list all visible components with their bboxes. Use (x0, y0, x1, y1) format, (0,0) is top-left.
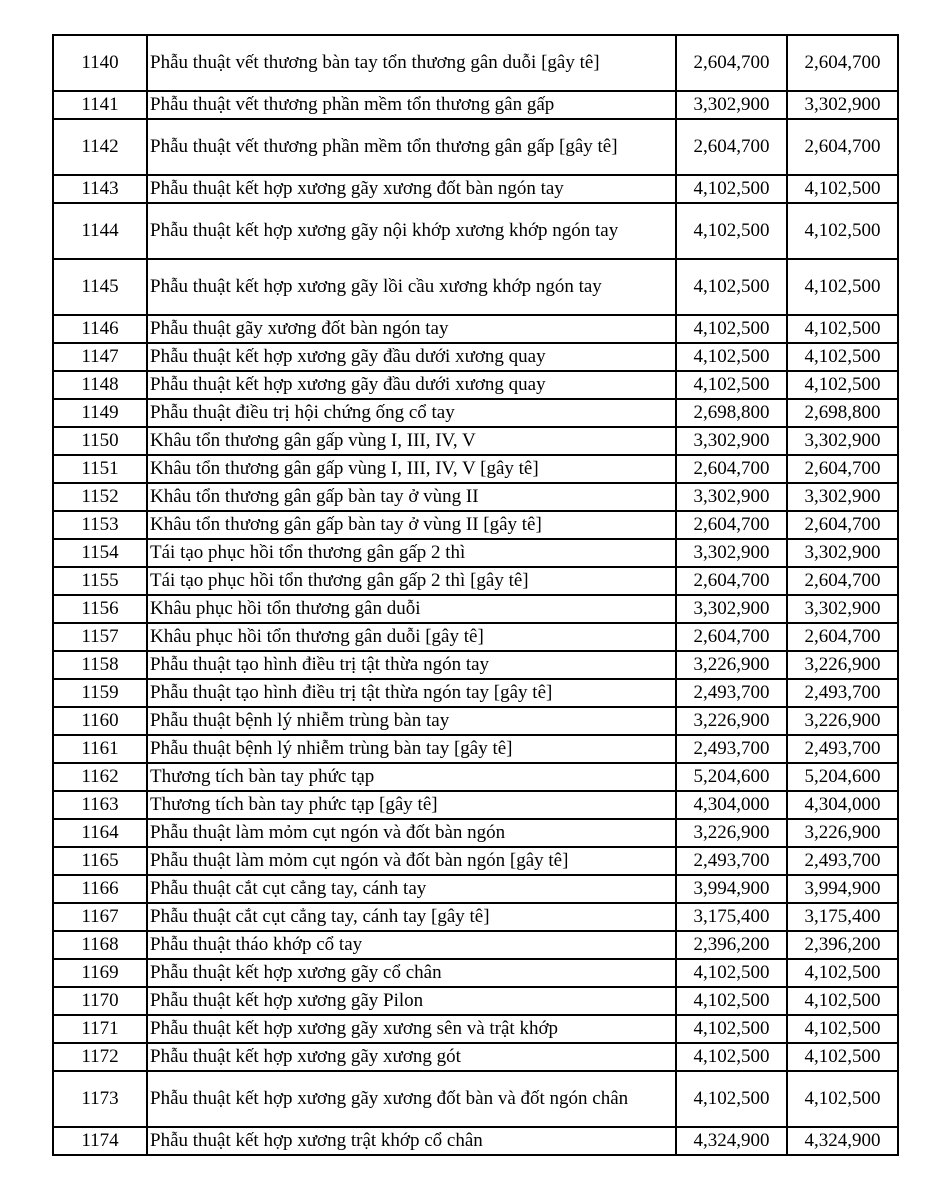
table-row (53, 343, 898, 371)
procedure-name: Phẫu thuật cắt cụt cẳng tay, cánh tay [gây tê] (147, 903, 676, 931)
row-number: 1152 (53, 483, 147, 511)
table-row (53, 483, 898, 511)
price-2: 3,994,900 (787, 875, 898, 903)
row-number: 1172 (53, 1043, 147, 1071)
price-2: 2,604,700 (787, 35, 898, 91)
table-row (53, 175, 898, 203)
row-number: 1146 (53, 315, 147, 343)
price-1: 4,102,500 (676, 259, 787, 315)
price-2: 2,493,700 (787, 735, 898, 763)
table-row (53, 595, 898, 623)
price-2: 4,102,500 (787, 987, 898, 1015)
price-2: 3,226,900 (787, 651, 898, 679)
table-row (53, 259, 898, 315)
table-row (53, 847, 898, 875)
price-2: 3,302,900 (787, 539, 898, 567)
price-2: 2,493,700 (787, 847, 898, 875)
price-2: 2,604,700 (787, 623, 898, 651)
procedure-name: Thương tích bàn tay phức tạp [gây tê] (147, 791, 676, 819)
procedure-name: Phẫu thuật kết hợp xương gãy nội khớp xương khớp ngón tay (147, 203, 676, 259)
row-number: 1161 (53, 735, 147, 763)
row-number: 1148 (53, 371, 147, 399)
row-number: 1144 (53, 203, 147, 259)
procedure-name: Phẫu thuật kết hợp xương gãy xương sên và trật khớp (147, 1015, 676, 1043)
price-2: 5,204,600 (787, 763, 898, 791)
table-row (53, 623, 898, 651)
table-row (53, 1127, 898, 1155)
price-1: 3,226,900 (676, 819, 787, 847)
table-row (53, 763, 898, 791)
price-2: 4,102,500 (787, 1015, 898, 1043)
table-row (53, 959, 898, 987)
table-row (53, 651, 898, 679)
price-1: 3,226,900 (676, 707, 787, 735)
price-1: 4,324,900 (676, 1127, 787, 1155)
table-row (53, 791, 898, 819)
price-1: 4,102,500 (676, 1071, 787, 1127)
row-number: 1145 (53, 259, 147, 315)
price-2: 3,226,900 (787, 819, 898, 847)
procedure-name: Phẫu thuật kết hợp xương gãy đầu dưới xương quay (147, 371, 676, 399)
row-number: 1169 (53, 959, 147, 987)
row-number: 1171 (53, 1015, 147, 1043)
table-row (53, 511, 898, 539)
procedure-name: Phẫu thuật tháo khớp cổ tay (147, 931, 676, 959)
procedure-name: Phẫu thuật kết hợp xương gãy xương đốt bàn ngón tay (147, 175, 676, 203)
procedure-name: Phẫu thuật điều trị hội chứng ống cổ tay (147, 399, 676, 427)
row-number: 1168 (53, 931, 147, 959)
price-1: 3,302,900 (676, 483, 787, 511)
price-1: 2,604,700 (676, 511, 787, 539)
row-number: 1142 (53, 119, 147, 175)
row-number: 1174 (53, 1127, 147, 1155)
price-1: 2,604,700 (676, 119, 787, 175)
procedure-name: Khâu tổn thương gân gấp bàn tay ở vùng II (147, 483, 676, 511)
price-1: 5,204,600 (676, 763, 787, 791)
price-2: 3,302,900 (787, 595, 898, 623)
price-1: 4,304,000 (676, 791, 787, 819)
price-2: 2,604,700 (787, 119, 898, 175)
price-1: 3,302,900 (676, 427, 787, 455)
row-number: 1154 (53, 539, 147, 567)
table-row (53, 567, 898, 595)
table-row (53, 875, 898, 903)
procedure-name: Phẫu thuật kết hợp xương trật khớp cổ chân (147, 1127, 676, 1155)
row-number: 1167 (53, 903, 147, 931)
table-row (53, 427, 898, 455)
procedure-name: Khâu tổn thương gân gấp bàn tay ở vùng II [gây tê] (147, 511, 676, 539)
procedure-name: Khâu tổn thương gân gấp vùng I, III, IV, V [gây tê] (147, 455, 676, 483)
price-1: 3,302,900 (676, 595, 787, 623)
price-1: 2,604,700 (676, 567, 787, 595)
row-number: 1160 (53, 707, 147, 735)
price-2: 3,302,900 (787, 427, 898, 455)
procedure-name: Phẫu thuật làm mỏm cụt ngón và đốt bàn ngón [gây tê] (147, 847, 676, 875)
price-2: 4,102,500 (787, 175, 898, 203)
price-1: 4,102,500 (676, 959, 787, 987)
procedure-name: Tái tạo phục hồi tổn thương gân gấp 2 thì (147, 539, 676, 567)
table-row (53, 315, 898, 343)
table-row (53, 819, 898, 847)
procedure-name: Phẫu thuật bệnh lý nhiễm trùng bàn tay (147, 707, 676, 735)
price-table (52, 34, 899, 1156)
price-1: 3,302,900 (676, 91, 787, 119)
procedure-name: Tái tạo phục hồi tổn thương gân gấp 2 thì [gây tê] (147, 567, 676, 595)
row-number: 1153 (53, 511, 147, 539)
price-1: 4,102,500 (676, 315, 787, 343)
procedure-name: Phẫu thuật kết hợp xương gãy cổ chân (147, 959, 676, 987)
price-1: 2,604,700 (676, 35, 787, 91)
price-2: 2,493,700 (787, 679, 898, 707)
row-number: 1149 (53, 399, 147, 427)
procedure-name: Phẫu thuật tạo hình điều trị tật thừa ngón tay [gây tê] (147, 679, 676, 707)
price-1: 2,493,700 (676, 847, 787, 875)
row-number: 1141 (53, 91, 147, 119)
procedure-name: Phẫu thuật vết thương bàn tay tổn thương gân duỗi [gây tê] (147, 35, 676, 91)
price-1: 4,102,500 (676, 1043, 787, 1071)
row-number: 1163 (53, 791, 147, 819)
row-number: 1162 (53, 763, 147, 791)
price-2: 4,102,500 (787, 959, 898, 987)
table-row (53, 987, 898, 1015)
price-2: 2,604,700 (787, 455, 898, 483)
price-2: 2,396,200 (787, 931, 898, 959)
table-row (53, 539, 898, 567)
row-number: 1164 (53, 819, 147, 847)
price-2: 4,102,500 (787, 259, 898, 315)
table-row (53, 1071, 898, 1127)
table-row (53, 203, 898, 259)
procedure-name: Khâu phục hồi tổn thương gân duỗi (147, 595, 676, 623)
price-1: 2,604,700 (676, 623, 787, 651)
row-number: 1147 (53, 343, 147, 371)
row-number: 1140 (53, 35, 147, 91)
table-row (53, 91, 898, 119)
price-2: 4,304,000 (787, 791, 898, 819)
table-row (53, 735, 898, 763)
price-1: 3,226,900 (676, 651, 787, 679)
row-number: 1150 (53, 427, 147, 455)
procedure-name: Phẫu thuật kết hợp xương gãy xương đốt bàn và đốt ngón chân (147, 1071, 676, 1127)
price-1: 2,698,800 (676, 399, 787, 427)
price-2: 2,604,700 (787, 567, 898, 595)
procedure-name: Phẫu thuật kết hợp xương gãy đầu dưới xương quay (147, 343, 676, 371)
price-2: 3,175,400 (787, 903, 898, 931)
procedure-name: Phẫu thuật làm mỏm cụt ngón và đốt bàn ngón (147, 819, 676, 847)
price-2: 3,226,900 (787, 707, 898, 735)
price-2: 4,102,500 (787, 343, 898, 371)
price-1: 4,102,500 (676, 371, 787, 399)
row-number: 1143 (53, 175, 147, 203)
price-1: 2,493,700 (676, 735, 787, 763)
procedure-name: Khâu tổn thương gân gấp vùng I, III, IV, V (147, 427, 676, 455)
row-number: 1151 (53, 455, 147, 483)
row-number: 1156 (53, 595, 147, 623)
table-row (53, 399, 898, 427)
price-1: 4,102,500 (676, 175, 787, 203)
price-2: 3,302,900 (787, 483, 898, 511)
procedure-name: Khâu phục hồi tổn thương gân duỗi [gây tê] (147, 623, 676, 651)
procedure-name: Phẫu thuật kết hợp xương gãy lồi cầu xương khớp ngón tay (147, 259, 676, 315)
procedure-name: Thương tích bàn tay phức tạp (147, 763, 676, 791)
procedure-name: Phẫu thuật cắt cụt cẳng tay, cánh tay (147, 875, 676, 903)
row-number: 1173 (53, 1071, 147, 1127)
price-1: 4,102,500 (676, 987, 787, 1015)
table-row (53, 679, 898, 707)
price-1: 3,175,400 (676, 903, 787, 931)
table-row (53, 35, 898, 91)
procedure-name: Phẫu thuật gãy xương đốt bàn ngón tay (147, 315, 676, 343)
row-number: 1166 (53, 875, 147, 903)
price-1: 2,493,700 (676, 679, 787, 707)
price-1: 2,604,700 (676, 455, 787, 483)
price-2: 4,102,500 (787, 203, 898, 259)
price-1: 4,102,500 (676, 1015, 787, 1043)
procedure-name: Phẫu thuật tạo hình điều trị tật thừa ngón tay (147, 651, 676, 679)
procedure-name: Phẫu thuật kết hợp xương gãy xương gót (147, 1043, 676, 1071)
table-row (53, 371, 898, 399)
row-number: 1157 (53, 623, 147, 651)
price-1: 4,102,500 (676, 203, 787, 259)
price-2: 4,324,900 (787, 1127, 898, 1155)
table-row (53, 931, 898, 959)
price-2: 4,102,500 (787, 1071, 898, 1127)
price-2: 4,102,500 (787, 315, 898, 343)
procedure-name: Phẫu thuật vết thương phần mềm tổn thương gân gấp [gây tê] (147, 119, 676, 175)
price-1: 3,302,900 (676, 539, 787, 567)
table-row (53, 119, 898, 175)
table-row (53, 707, 898, 735)
price-2: 2,698,800 (787, 399, 898, 427)
price-1: 4,102,500 (676, 343, 787, 371)
procedure-name: Phẫu thuật vết thương phần mềm tổn thương gân gấp (147, 91, 676, 119)
price-1: 3,994,900 (676, 875, 787, 903)
row-number: 1155 (53, 567, 147, 595)
price-1: 2,396,200 (676, 931, 787, 959)
price-2: 4,102,500 (787, 1043, 898, 1071)
table-row (53, 455, 898, 483)
row-number: 1158 (53, 651, 147, 679)
table-row (53, 1043, 898, 1071)
row-number: 1159 (53, 679, 147, 707)
row-number: 1170 (53, 987, 147, 1015)
table-row (53, 1015, 898, 1043)
row-number: 1165 (53, 847, 147, 875)
procedure-name: Phẫu thuật bệnh lý nhiễm trùng bàn tay [gây tê] (147, 735, 676, 763)
price-table-body (53, 35, 898, 1155)
price-2: 3,302,900 (787, 91, 898, 119)
price-2: 4,102,500 (787, 371, 898, 399)
table-row (53, 903, 898, 931)
price-2: 2,604,700 (787, 511, 898, 539)
procedure-name: Phẫu thuật kết hợp xương gãy Pilon (147, 987, 676, 1015)
